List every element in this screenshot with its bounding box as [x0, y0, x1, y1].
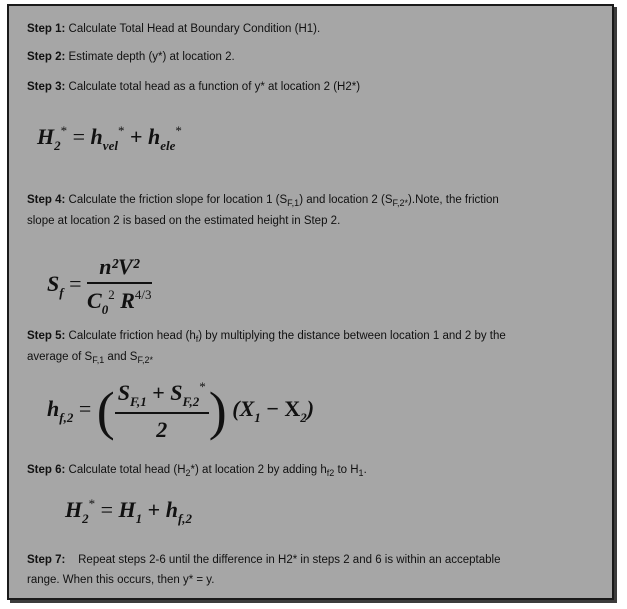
eq3-fraction [115, 379, 209, 443]
eq3-num-s1: S [117, 380, 130, 405]
step-1-text: Calculate Total Head at Boundary Condition (H1). [68, 23, 321, 35]
eq3-tail-sub1: 1 [254, 410, 261, 425]
eq3-tail-sub2: 2 [300, 410, 307, 425]
eq3-num-sub2: F,2 [182, 394, 200, 409]
step-7-line-2: range. When this occurs, then y* = y. [27, 574, 215, 586]
eq3-num-s2: S [170, 380, 183, 405]
procedure-panel [7, 4, 614, 600]
step-3-text: Calculate total head as a function of y* at location 2 (H2*) [68, 81, 361, 93]
eq1-term2: h [148, 124, 161, 149]
step-2-label: Step 2: [27, 51, 66, 63]
eq3-numerator [115, 379, 209, 414]
eq4-lhs: H [65, 497, 83, 522]
step-5-sub-c: F,2* [137, 355, 153, 365]
eq3-denominator: 2 [156, 417, 168, 442]
step-4 [27, 190, 598, 213]
eq2-fraction [87, 254, 152, 318]
step-6-text-c: to H [334, 464, 359, 476]
step-7-label: Step 7: [27, 554, 66, 566]
step-4-text-c: ).Note, the friction [408, 194, 499, 206]
eq3-lhs: h [47, 396, 60, 422]
eq4-term2: h [165, 497, 178, 522]
eq2-den-c: C [87, 288, 102, 313]
step-5-line2-b: and S [104, 351, 138, 363]
eq2-den-sup: 2 [108, 287, 115, 302]
equation-friction-head [47, 379, 314, 443]
step-2-text: Estimate depth (y*) at location 2. [68, 51, 235, 63]
eq3-op: = [73, 396, 97, 422]
step-6-label: Step 6: [27, 464, 66, 476]
step-5-line2-a: average of S [27, 351, 93, 363]
eq2-numerator: n²V² [87, 254, 152, 284]
eq4-lhs-sub: 2 [82, 511, 89, 526]
step-7-text: Repeat steps 2-6 until the difference in H2* in steps 2 and 6 is within an acceptable [68, 554, 501, 566]
eq1-lhs: H [37, 124, 55, 149]
eq3-tail-end: ) [306, 396, 315, 421]
equation-friction-slope [47, 254, 152, 318]
step-4-sub-a: F,1 [287, 198, 300, 208]
eq3-tail-x1: (X [232, 396, 255, 421]
eq2-lhs-sub: f [59, 285, 64, 301]
step-6-text-d: . [363, 464, 367, 476]
eq4-plus: + [142, 497, 166, 522]
step-1-label: Step 1: [27, 23, 66, 35]
eq2-den-r: R [114, 288, 135, 313]
step-5-text-b: ) by multiplying the distance between location 1 and 2 by the [198, 330, 506, 342]
step-7 [27, 550, 598, 570]
step-5-sub-a: f [195, 334, 199, 344]
step-4-line-2: slope at location 2 is based on the estimated height in Step 2. [27, 215, 341, 227]
step-3 [27, 77, 598, 97]
step-4-label: Step 4: [27, 194, 66, 206]
step-6-sub-c: 1 [358, 468, 364, 478]
step-2 [27, 47, 598, 67]
step-6-sub-a: 2 [185, 468, 191, 478]
eq2-den-sub: 0 [101, 302, 109, 317]
step-5-text-a: Calculate friction head (h [68, 330, 196, 342]
step-5-label: Step 5: [27, 330, 66, 342]
step-6-text-a: Calculate total head (H [68, 464, 186, 476]
step-6-text-b: *) at location 2 by adding h [190, 464, 327, 476]
step-6 [27, 460, 598, 483]
eq2-lhs: S [47, 271, 60, 297]
step-3-label: Step 3: [27, 81, 66, 93]
eq2-op: = [63, 271, 88, 297]
eq1-term1: h [90, 124, 103, 149]
eq3-num-sup2: * [199, 379, 206, 394]
eq1-term1-sup: * [117, 123, 125, 138]
step-4-text-a: Calculate the friction slope for location 1 (S [68, 194, 288, 206]
eq4-term2-sub: f,2 [177, 511, 193, 526]
eq4-term1: H [118, 497, 136, 522]
eq3-tail [232, 396, 315, 425]
eq3-left-paren: ( [96, 381, 115, 441]
step-4-sub-b: F,2* [392, 198, 409, 208]
equation-total-head [37, 123, 182, 154]
eq1-term1-sub: vel [102, 138, 118, 153]
eq1-term2-sup: * [175, 123, 182, 138]
eq1-term2-sub: ele [160, 138, 176, 153]
step-6-sub-b: f2 [326, 468, 335, 478]
step-1 [27, 19, 598, 39]
step-5 [27, 326, 598, 349]
eq3-right-paren: ) [208, 381, 227, 441]
step-4-text-b: ) and location 2 (S [299, 194, 393, 206]
eq3-lhs-sub: f,2 [59, 410, 74, 426]
eq2-den-sup2: 4/3 [134, 287, 152, 302]
eq4-op: = [95, 497, 119, 522]
step-5-sub-b: F,1 [92, 355, 105, 365]
step-5-line-2 [27, 347, 598, 370]
eq1-plus: + [124, 124, 148, 149]
eq4-lhs-sup: * [88, 496, 96, 511]
eq2-denominator [87, 284, 152, 318]
equation-total-head-final [65, 496, 192, 527]
eq1-op: = [67, 124, 91, 149]
eq3-num-plus: + [146, 380, 171, 405]
eq3-num-sub1: F,1 [130, 394, 147, 409]
eq1-lhs-sup: * [60, 123, 68, 138]
eq3-tail-minus: − X [260, 396, 301, 421]
eq1-lhs-sub: 2 [54, 138, 61, 153]
eq4-term1-sub: 1 [135, 511, 143, 526]
